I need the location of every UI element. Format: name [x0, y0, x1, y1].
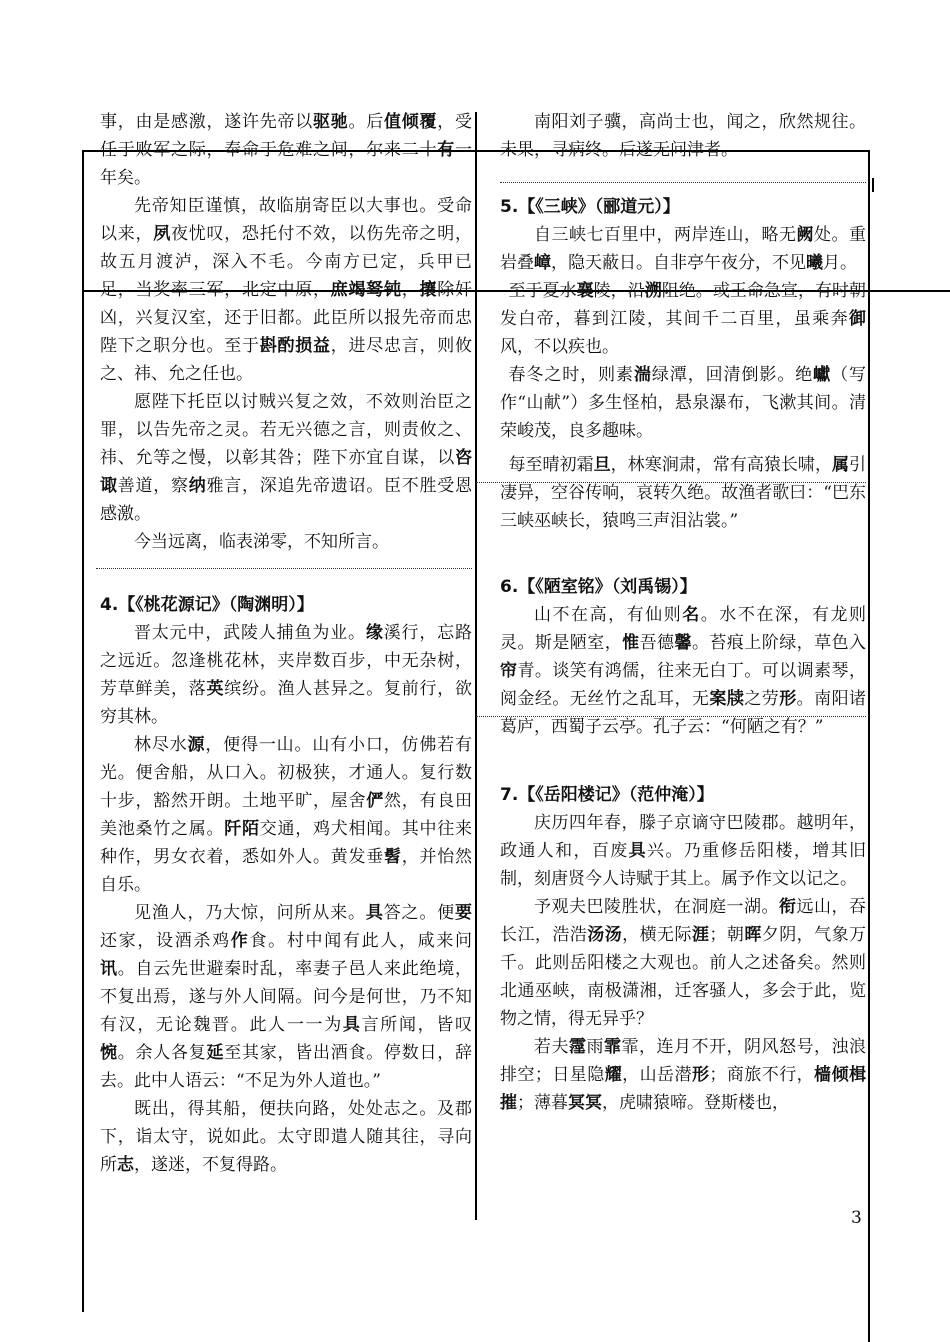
- keyword-highlight: 源: [187, 735, 206, 755]
- right-column: [500, 108, 866, 1117]
- text-run: 事，由是感激，遂许先帝以: [100, 112, 313, 132]
- text-run: 。南阳诸葛庐，西蜀子云亭。孔子云：“何陋之有？”: [500, 689, 867, 737]
- keyword-highlight: 要: [455, 903, 473, 923]
- text-run: 林尽水: [134, 735, 188, 755]
- text-run: 今当远离，临表涕零，不知所言。: [134, 532, 389, 552]
- text-run: 庆历四年春，滕子京谪守巴陵郡。越明年，政通人和，百废: [500, 813, 866, 861]
- paragraph: [500, 221, 866, 277]
- text-run: 夜忧叹，恐托付不效，以伤先帝之明，故五月渡泸，深入不毛。今南方已定，兵甲已足，当奖率三军，北定中原，: [100, 224, 472, 300]
- scan-line: [82, 150, 84, 1312]
- text-run: 霏，连月不开，阴风怒号，浊浪排空；日星隐: [500, 1037, 866, 1085]
- text-run: ，隐天蔽日。自非亭午夜分，不见: [551, 253, 806, 273]
- text-run: 既出，得其船，便扶向路，处处志之。及郡下，诣太守，说如此。太守即遣人随其往，寻向所: [100, 1099, 472, 1175]
- keyword-highlight: 衔: [779, 897, 797, 917]
- paragraph: [100, 108, 472, 192]
- text-run: 之劳: [744, 689, 780, 709]
- keyword-highlight: 御: [849, 309, 866, 329]
- paragraph: [100, 528, 472, 556]
- keyword-highlight: 冥冥: [568, 1093, 602, 1113]
- text-run: 善道，察: [117, 476, 189, 496]
- text-run: 山不在高，有仙则: [534, 605, 683, 625]
- paragraph: [100, 1095, 472, 1179]
- keyword-highlight: 髫: [384, 847, 402, 867]
- text-run: 交通，鸡犬相闻。其中往来种作，男女衣着，悉如外人。黄发垂: [100, 819, 472, 867]
- text-run: 夕阴，气象万千。此则岳阳楼之大观也。前人之述备矣。然则北通巫峡，南极潇湘，迁客骚人，多会于此，览物之情，得无异乎？: [500, 925, 867, 1029]
- keyword-highlight: 庶竭驽钝: [330, 280, 402, 300]
- text-run: 每至晴初霜: [508, 455, 594, 475]
- text-run: 南阳刘子骥，高尚士也，闻之，欣然规往。未果，寻病终。后遂无问津者。: [500, 112, 866, 160]
- text-run: 青。谈笑有鸿儒，往来无白丁。可以调素琴，阅金经。无丝竹之乱耳，无: [500, 661, 867, 709]
- keyword-highlight: 阙: [796, 225, 814, 245]
- text-run: 先帝知臣谨慎，故临崩寄臣以大事也。受命以来，: [100, 196, 472, 244]
- keyword-highlight: 夙: [153, 224, 171, 244]
- text-run: 处。重岩叠: [500, 225, 866, 273]
- section-title: 4.【《桃花源记》（陶渊明）】: [100, 595, 314, 615]
- text-run: 缤纷。渔人甚异之。复前行，欲穷其林。: [100, 679, 472, 727]
- text-run: 。余人各复: [117, 1043, 207, 1063]
- keyword-highlight: 攘: [419, 280, 438, 300]
- keyword-highlight: 霏: [604, 1037, 622, 1057]
- text-run: 。自云先世避秦时乱，率妻子邑人来此绝境，不复出焉，遂与外人间隔。问今是何世，乃不知有汉，无论魏晋。此人一一为: [100, 959, 472, 1035]
- keyword-highlight: 俨: [366, 791, 384, 811]
- keyword-highlight: 值倾覆: [384, 112, 438, 132]
- text-run: 阻绝。或王命急宣，有时朝发白帝，暮到江陵，其间千二百里，虽乘奔: [500, 281, 867, 329]
- keyword-highlight: 曦: [806, 253, 823, 273]
- paragraph: [100, 192, 472, 388]
- keyword-highlight: 樯倾楫摧: [500, 1065, 867, 1113]
- text-run: ，进尽忠言，则攸之、祎、允之任也。: [100, 336, 472, 384]
- keyword-highlight: 有: [437, 140, 455, 160]
- text-run: 予观夫巴陵胜状，在洞庭一湖。: [534, 897, 779, 917]
- keyword-highlight: 讯: [100, 959, 118, 979]
- paragraph: [500, 601, 866, 741]
- keyword-highlight: 襄: [576, 281, 594, 301]
- page-number: 3: [851, 1208, 862, 1228]
- text-run: 自三峡七百里中，两岸连山，略无: [534, 225, 797, 245]
- paragraph: [500, 893, 866, 1033]
- section-title: 5.【《三峡》（郦道元）】: [500, 197, 680, 217]
- keyword-highlight: 旦: [593, 455, 611, 475]
- paragraph: [100, 388, 472, 528]
- keyword-highlight: 形: [779, 689, 797, 709]
- keyword-highlight: 咨诹: [100, 448, 472, 496]
- text-run: 言所闻，皆叹: [361, 1015, 473, 1035]
- keyword-highlight: 缘: [365, 623, 384, 643]
- text-run: 引凄异，空谷传响，哀转久绝。故渔者歌曰：“巴东三峡巫峡长，猿鸣三声泪沾裳。”: [500, 455, 867, 531]
- text-run: ，山岳潜: [622, 1065, 692, 1085]
- keyword-highlight: 具: [342, 1015, 362, 1035]
- keyword-highlight: 驱驰: [313, 112, 349, 132]
- text-run: ，受任于败军之际，奉命于危难之间，尔来二十: [100, 112, 472, 160]
- text-run: 雨: [586, 1037, 604, 1057]
- section-title: 7.【《岳阳楼记》（范仲淹）】: [500, 785, 714, 805]
- text-run: 陵，沿: [593, 281, 645, 301]
- paragraph: [100, 619, 472, 731]
- text-run: 月。: [823, 253, 857, 273]
- text-run: 至其家，皆出酒食。停数日，辞去。此中人语云：“不足为外人道也。”: [100, 1043, 472, 1091]
- paragraph: [500, 809, 866, 893]
- keyword-highlight: 志: [117, 1155, 134, 1175]
- left-column: [100, 108, 472, 1179]
- text-run: 一年矣。: [100, 140, 472, 188]
- column-divider: [475, 112, 477, 1220]
- text-run: ，林寒涧肃，常有高猿长啸，: [610, 455, 832, 475]
- text-run: 春冬之时，则素: [508, 365, 634, 385]
- text-run: 。水不在深，有龙则灵。斯是陋室，: [500, 605, 867, 653]
- keyword-highlight: 纳: [188, 476, 207, 496]
- keyword-highlight: 斟酌损益: [259, 336, 331, 356]
- keyword-highlight: 嶂: [534, 253, 551, 273]
- text-run: 吾德: [639, 633, 675, 653]
- text-run: 溪行，忘路之远近。忽逢桃花林，夹岸数百步，中无杂树，芳草鲜美，落: [100, 623, 473, 699]
- paragraph: [500, 1033, 866, 1117]
- text-run: 。苔痕上阶绿，草色入: [691, 633, 867, 653]
- paragraph: [500, 361, 866, 445]
- text-run: 若夫: [534, 1037, 569, 1057]
- text-run: 食。村中闻有此人，咸来问: [249, 931, 473, 951]
- text-run: （写作“山献”）多生怪柏，悬泉瀑布，飞漱其间。清荣峻茂，良多趣味。: [500, 365, 867, 441]
- text-run: 兴。乃重修岳阳楼，增其旧制，刻唐贤今人诗赋于其上。属予作文以记之。: [500, 841, 867, 889]
- paragraph: [500, 108, 866, 164]
- keyword-highlight: 案牍: [709, 689, 745, 709]
- keyword-highlight: 晖: [744, 925, 762, 945]
- text-run: 还家，设酒杀鸡: [100, 931, 231, 951]
- keyword-highlight: 巘: [813, 365, 832, 385]
- keyword-highlight: 名: [682, 605, 701, 625]
- text-run: 。后: [348, 112, 384, 132]
- keyword-highlight: 具: [365, 903, 384, 923]
- keyword-highlight: 涯: [691, 925, 710, 945]
- text-run: 愿陛下托臣以讨贼兴复之效，不效则治臣之罪，以告先帝之灵。若无兴德之言，则责攸之、祎、允等之慢，以彰其咎；陛下亦宜自谋，以: [100, 392, 472, 468]
- keyword-highlight: 作: [230, 931, 250, 951]
- keyword-highlight: 溯: [644, 281, 662, 301]
- keyword-highlight: 阡陌: [224, 819, 260, 839]
- text-run: 除奸凶，兴复汉室，还于旧都。此臣所以报先帝而忠陛下之职分也。至于: [100, 280, 472, 356]
- keyword-highlight: 属: [831, 455, 850, 475]
- text-run: 答之。便: [383, 903, 456, 923]
- scan-line: [872, 178, 874, 192]
- text-run: 雅言，深追先帝遗诏。臣不胜受恩感激。: [100, 476, 472, 524]
- keyword-highlight: 惋: [100, 1043, 118, 1063]
- text-run: 然，有良田美池桑竹之属。: [100, 791, 472, 839]
- keyword-highlight: 英: [206, 679, 225, 699]
- text-run: ，便得一山。山有小口，仿佛若有光。便舍船，从口入。初极狭，才通人。复行数十步，豁然开朗。土地平旷，屋舍: [100, 735, 473, 811]
- keyword-highlight: 惟: [622, 633, 640, 653]
- keyword-highlight: 形: [691, 1065, 710, 1085]
- keyword-highlight: 湍: [633, 365, 652, 385]
- keyword-highlight: 具: [628, 841, 647, 861]
- scan-line: [868, 150, 870, 1342]
- text-run: ，虎啸猿啼。登斯楼也，: [602, 1093, 789, 1113]
- keyword-highlight: 霪: [569, 1037, 587, 1057]
- paragraph: [100, 731, 472, 899]
- text-run: ；朝: [709, 925, 745, 945]
- text-run: 见渔人，乃大惊，问所从来。: [134, 903, 366, 923]
- text-run: ；商旅不行，: [709, 1065, 815, 1085]
- text-run: 至于夏水: [508, 281, 577, 301]
- keyword-highlight: 延: [206, 1043, 225, 1063]
- paragraph: [100, 899, 472, 1095]
- text-run: 风，不以疾也。: [500, 337, 619, 357]
- keyword-highlight: 耀: [604, 1065, 623, 1085]
- paragraph: [500, 451, 866, 535]
- keyword-highlight: 汤汤: [587, 925, 623, 945]
- text-run: 晋太元中，武陵人捕鱼为业。: [134, 623, 366, 643]
- keyword-highlight: 馨: [674, 633, 692, 653]
- text-run: 远山，吞长江，浩浩: [500, 897, 866, 945]
- section-title: 6.【《陋室铭》（刘禹锡）】: [500, 577, 697, 597]
- text-run: ；薄暮: [517, 1093, 568, 1113]
- keyword-highlight: 帘: [500, 661, 518, 681]
- paragraph: [500, 277, 866, 361]
- text-run: ，: [401, 280, 420, 300]
- text-run: ，横无际: [622, 925, 692, 945]
- text-run: ，遂迷，不复得路。: [134, 1155, 287, 1175]
- text-run: ，并怡然自乐。: [100, 847, 472, 895]
- text-run: 绿潭，回清倒影。绝: [651, 365, 814, 385]
